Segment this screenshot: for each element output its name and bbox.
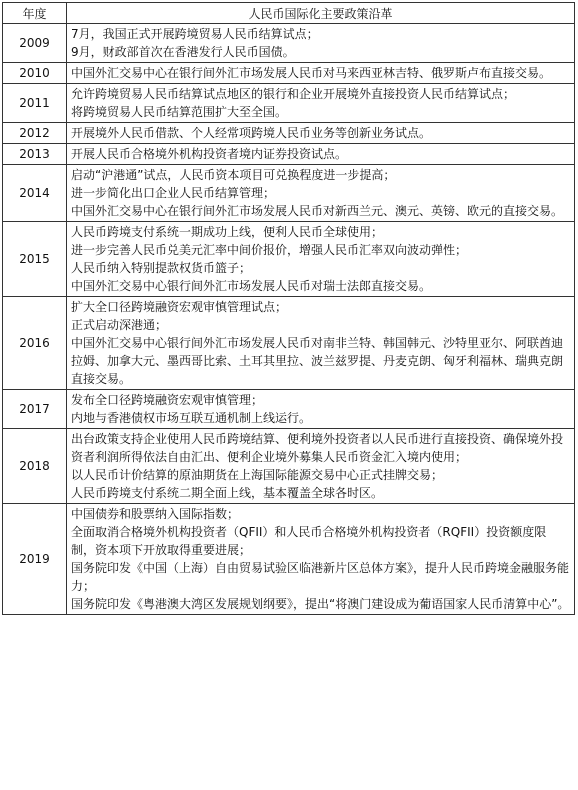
rmb-internationalization-policy-table [2, 2, 575, 615]
policy-item: 中国外汇交易中心银行间外汇市场发展人民币对南非兰特、韩国韩元、沙特里亚尔、阿联酋迪拉姆、加拿大元、墨西哥比索、土耳其里拉、波兰兹罗提、丹麦克朗、匈牙利福林、瑞典克朗直接交易。 [71, 336, 564, 386]
policy-item: 人民币纳入特别提款权货币篮子； [71, 261, 252, 275]
policy-column-header: 人民币国际化主要政策沿革 [67, 3, 575, 24]
policy-cell [67, 24, 575, 63]
table-row [3, 84, 575, 123]
policy-item: 启动“沪港通”试点，人民币资本项目可兑换程度进一步提高； [71, 168, 396, 182]
year-column-header: 年度 [3, 3, 67, 24]
header-row [3, 3, 575, 24]
policy-cell [67, 144, 575, 165]
table-row [3, 144, 575, 165]
table-row [3, 165, 575, 222]
policy-cell [67, 165, 575, 222]
table-row [3, 63, 575, 84]
policy-item: 扩大全口径跨境融资宏观审慎管理试点； [71, 300, 288, 314]
year-cell: 2019 [3, 504, 67, 615]
policy-table-container [2, 2, 574, 615]
table-row [3, 222, 575, 297]
policy-item: 进一步简化出口企业人民币结算管理； [71, 186, 276, 200]
policy-cell [67, 429, 575, 504]
policy-item: 人民币跨境支付系统二期全面上线，基本覆盖全球各时区。 [71, 486, 384, 500]
table-row [3, 297, 575, 390]
table-body [3, 24, 575, 615]
year-cell: 2015 [3, 222, 67, 297]
table-row [3, 504, 575, 615]
policy-cell [67, 390, 575, 429]
policy-item: 7月，我国正式开展跨境贸易人民币结算试点； [71, 27, 319, 41]
policy-item: 开展境外人民币借款、个人经常项跨境人民币业务等创新业务试点。 [71, 126, 432, 140]
policy-item: 中国债券和股票纳入国际指数； [71, 507, 240, 521]
table-row [3, 123, 575, 144]
year-cell: 2013 [3, 144, 67, 165]
table-row [3, 390, 575, 429]
policy-item: 内地与香港债权市场互联互通机制上线运行。 [71, 411, 312, 425]
table-row [3, 24, 575, 63]
policy-item: 发布全口径跨境融资宏观审慎管理； [71, 393, 264, 407]
year-cell: 2014 [3, 165, 67, 222]
year-cell: 2018 [3, 429, 67, 504]
year-cell: 2012 [3, 123, 67, 144]
policy-cell [67, 222, 575, 297]
year-cell: 2016 [3, 297, 67, 390]
policy-item: 将跨境贸易人民币结算范围扩大至全国。 [71, 105, 288, 119]
policy-item: 国务院印发《中国（上海）自由贸易试验区临港新片区总体方案》，提升人民币跨境金融服务能力； [71, 561, 570, 593]
policy-cell [67, 63, 575, 84]
policy-item: 正式启动深港通； [71, 318, 168, 332]
year-cell: 2011 [3, 84, 67, 123]
policy-item: 国务院印发《粤港澳大湾区发展规划纲要》，提出“将澳门建设成为葡语国家人民币清算中心”。 [71, 597, 570, 611]
policy-cell [67, 504, 575, 615]
year-cell: 2010 [3, 63, 67, 84]
policy-cell [67, 84, 575, 123]
policy-item: 以人民币计价结算的原油期货在上海国际能源交易中心正式挂牌交易； [71, 468, 444, 482]
table-row [3, 429, 575, 504]
policy-item: 中国外汇交易中心在银行间外汇市场发展人民币对马来西亚林吉特、俄罗斯卢布直接交易。 [71, 66, 552, 80]
policy-item: 进一步完善人民币兑美元汇率中间价报价，增强人民币汇率双向波动弹性； [71, 243, 468, 257]
policy-item: 9月，财政部首次在香港发行人民币国债。 [71, 45, 295, 59]
policy-item: 开展人民币合格境外机构投资者境内证券投资试点。 [71, 147, 348, 161]
policy-item: 全面取消合格境外机构投资者（QFII）和人民币合格境外机构投资者（RQFII）投资额度限制，资本项下开放取得重要进展； [71, 525, 547, 557]
year-cell: 2009 [3, 24, 67, 63]
policy-item: 人民币跨境支付系统一期成功上线，便利人民币全球使用； [71, 225, 384, 239]
year-cell: 2017 [3, 390, 67, 429]
policy-item: 中国外汇交易中心在银行间外汇市场发展人民币对新西兰元、澳元、英镑、欧元的直接交易。 [71, 204, 564, 218]
policy-item: 中国外汇交易中心银行间外汇市场发展人民币对瑞士法郎直接交易。 [71, 279, 432, 293]
policy-cell [67, 297, 575, 390]
policy-cell [67, 123, 575, 144]
policy-item: 允许跨境贸易人民币结算试点地区的银行和企业开展境外直接投资人民币结算试点； [71, 87, 516, 101]
policy-item: 出台政策支持企业使用人民币跨境结算、便利境外投资者以人民币进行直接投资、确保境外投资者利润所得依法自由汇出、便利企业境外募集人民币资金汇入境内使用； [71, 432, 564, 464]
